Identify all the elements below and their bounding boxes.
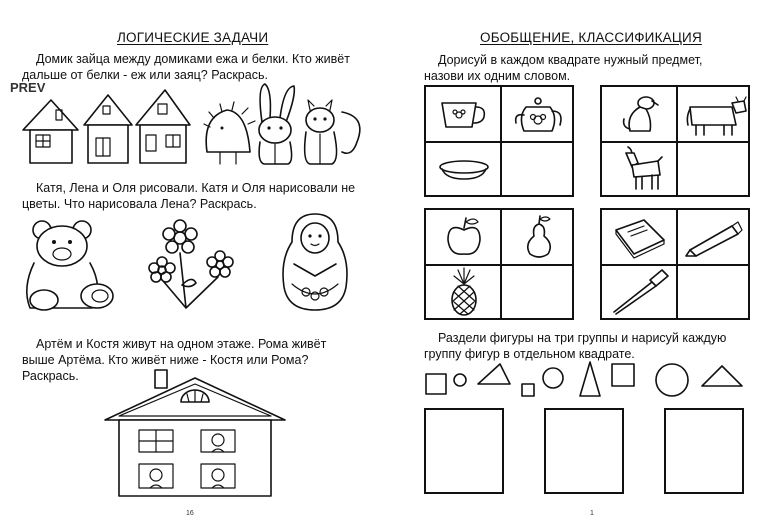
pencil-icon bbox=[684, 220, 746, 256]
teapot-icon bbox=[514, 95, 566, 135]
dog-icon bbox=[620, 95, 660, 135]
grid-fruits bbox=[424, 208, 574, 320]
shape-circle bbox=[454, 374, 466, 386]
two-floor-house-icon bbox=[105, 370, 285, 498]
page-title-classification: ОБОБЩЕНИЕ, КЛАССИФИКАЦИЯ bbox=[480, 30, 702, 45]
brush-icon bbox=[610, 268, 672, 316]
shape-square bbox=[426, 374, 446, 394]
task-hare-house: Домик зайца между домиками ежа и белки. Кто живёт дальше от белки - еж или заяц? Раскрась. bbox=[22, 52, 350, 82]
cup-icon bbox=[440, 99, 488, 131]
task-draw-item: Дорисуй в каждом квадрате нужный предмет, назови их одним словом. bbox=[424, 53, 703, 83]
shape-circle bbox=[543, 368, 563, 388]
task-floors: Артём и Костя живут на одном этаже. Рома живёт выше Артёма. Кто живёт ниже - Костя или Рома? Раскрась. bbox=[22, 337, 327, 383]
shape-triangle bbox=[580, 362, 600, 396]
answer-square-2[interactable] bbox=[544, 408, 624, 494]
prev-button[interactable]: PREV bbox=[10, 80, 46, 95]
page-number-right: 1 bbox=[590, 510, 594, 517]
answer-square-1[interactable] bbox=[424, 408, 504, 494]
page-number-left: 16 bbox=[186, 510, 194, 517]
grid-animals bbox=[600, 85, 750, 197]
shape-square bbox=[522, 384, 534, 396]
teddy-bear-icon bbox=[22, 218, 122, 313]
goat-icon bbox=[620, 145, 664, 191]
task-drawing-kids: Катя, Лена и Оля рисовали. Катя и Оля нарисовали не цветы. Что нарисовала Лена? Раскрась. bbox=[22, 181, 356, 211]
grid-dishes bbox=[424, 85, 574, 197]
answer-square-3[interactable] bbox=[664, 408, 744, 494]
plate-icon bbox=[438, 159, 490, 181]
grid-stationery bbox=[600, 208, 750, 320]
shapes-row bbox=[422, 360, 752, 398]
shape-circle bbox=[656, 364, 688, 396]
flowers-icon bbox=[150, 220, 242, 315]
matryoshka-icon bbox=[280, 212, 350, 312]
apple-icon bbox=[446, 216, 482, 258]
pineapple-icon bbox=[448, 268, 480, 316]
notebook-icon bbox=[612, 216, 668, 258]
hedgehog-hare-squirrel-icon bbox=[202, 82, 362, 166]
task-shapes: Раздели фигуры на три группы и нарисуй каждую группу фигур в отдельном квадрате. bbox=[424, 331, 727, 361]
page-title-logic: ЛОГИЧЕСКИЕ ЗАДАЧИ bbox=[117, 30, 269, 45]
shape-square bbox=[612, 364, 634, 386]
shape-triangle bbox=[702, 366, 742, 386]
shape-triangle bbox=[478, 364, 510, 384]
pear-icon bbox=[524, 214, 554, 260]
cow-icon bbox=[686, 97, 748, 137]
right-page bbox=[382, 0, 763, 530]
